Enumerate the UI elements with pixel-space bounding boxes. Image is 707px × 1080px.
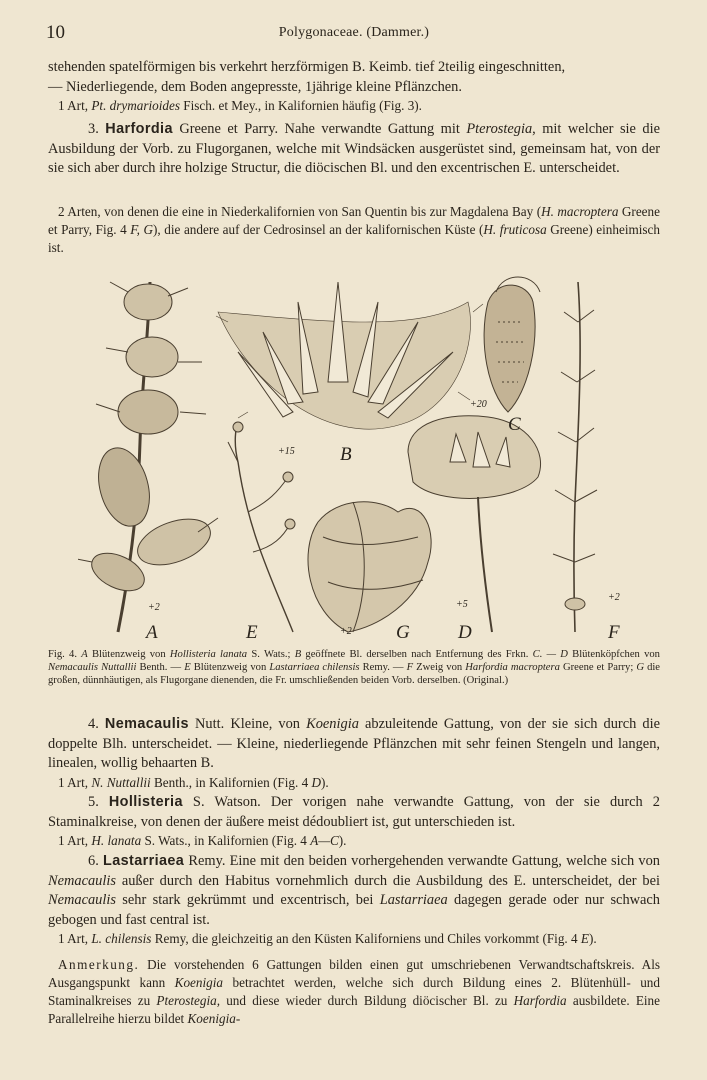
genus-name: Lastarriaea — [103, 853, 185, 869]
continuation-paragraph — [48, 58, 660, 115]
label-f: F — [608, 622, 620, 643]
species-note: 1 Art, N. Nuttallii Benth., in Kalifornien (Fig. 4 D). — [58, 774, 329, 790]
species-note: 1 Art, L. chilensis Remy, die gleichzeitig an den Küsten Kaliforniens und Chiles vorkommt (Fig. 4 E). — [58, 931, 597, 946]
figure-a-branch — [78, 282, 218, 632]
genus-nemacaulis: 4. Nemacaulis Nutt. Kleine, von Koenigia abzuleitende Gattung, von der sie sich durch die doppelte Blh. unterscheidet. — Kleine, niederliegende Pflänzchen mit sehr feinen Stengeln und langen, linealen, wollig behaarten B. 1 Art, N. Nuttallii Benth., in Kalifornien (Fig. 4 D). — [48, 716, 660, 790]
label-e: E — [246, 622, 258, 643]
magnification-a: +2 — [148, 602, 160, 613]
species-note-harfordia: 2 Arten, von denen die eine in Niederkalifornien von San Quentin bis zur Magdalena Bay (H. macroptera Greene et Parry, Fig. 4 F, G), die andere auf der Cedrosinsel an der kalifornischen Küste (H. fruticosa Greene) einheimisch ist. — [48, 204, 660, 255]
anmerkung-note: Anmerkung. Die vorstehenden 6 Gattungen bilden einen gut umschriebenen Verwandtschaftskreis. Als Ausgangspunkt kann Koenigia betrachtet werden, welche sich durch Bildung eines 2. Blütenhüll- und Staminalkreises zu Pterostegia, und diese wieder durch Bildung diöcischer Bl. zu Harfordia ausbildete. Eine Parallelreihe hierzu bildet Koenigia- — [48, 957, 660, 1026]
label-g: G — [396, 622, 410, 643]
page-header — [46, 22, 662, 44]
genus-name: Harfordia — [105, 121, 173, 137]
species-note: 1 Art, H. lanata S. Wats., in Kalifornien (Fig. 4 A—C). — [58, 833, 347, 848]
figure-f-stem — [553, 282, 597, 632]
figure-caption: Fig. 4. A Blütenzweig von Hollisteria lanata S. Wats.; B geöffnete Bl. derselben nach Entfernung des Frkn. C. — D Blütenköpfchen von Nemacaulis Nuttallii Benth. — E Blütenzweig von Lastarriaea chilensis Remy. — F Zweig von Harfordia macroptera Greene et Parry; G die großen, dünnhäutigen, als Flugorgane dienenden, die Fr. umschließenden beiden Vorb. derselben. (Original.) — [48, 649, 661, 686]
figure-c-seed — [484, 277, 540, 412]
genus-hollisteria: 5. Hollisteria S. Watson. Der vorigen nahe verwandte Gattung, von der sie durch 2 Staminalkreise, von denen der äußere meist dédoubliert ist, gut unterschieden ist. 1 Art, H. lanata S. Wats., in Kalifornien (Fig. 4 A—C). — [48, 794, 660, 848]
running-title: Polygonaceae. (Dammer.) — [278, 25, 430, 40]
genus-name: Nemacaulis — [104, 716, 189, 732]
label-d: D — [458, 622, 472, 643]
text-line: stehenden spatelförmigen bis verkehrt herzförmigen B. Keimb. tief 2teilig eingeschnitten, — [48, 59, 566, 75]
magnification-f: +2 — [608, 592, 620, 603]
magnification-d: +5 — [456, 599, 468, 610]
species-note: 1 Art, Pt. drymarioides Fisch. et Mey., in Kalifornien häufig (Fig. 3). — [58, 98, 422, 113]
genus-harfordia: 3. Harfordia Greene et Parry. Nahe verwandte Gattung mit Pterostegia, mit welcher sie die Ausbildung der Vorb. zu Flugorganen, welche mit Windsäcken ausgerüstet sind, gemeinsam hat, von der sie sich aber durch ihre holzige Structur, die diöcischen Bl. und den excentrischen E. unterscheidet. — [48, 121, 660, 176]
label-c: C — [508, 414, 521, 435]
label-b: B — [340, 444, 352, 465]
figure-b-flower — [216, 282, 483, 429]
text-line: — Niederliegende, dem Boden angepresste, 1jährige kleine Pflänzchen. — [48, 78, 462, 95]
page-number: 10 — [46, 22, 65, 43]
genus-lastarriaea: 6. Lastarriaea Remy. Eine mit den beiden vorhergehenden verwandte Gattung, welche sich von Nemacaulis außer durch den Habitus vornehmlich durch die Ausbildung des E. unterscheidet, der bei Nemacaulis sehr stark gekrümmt und excentrisch, bei Lastarriaea dagegen gerade oder nur schwach gebogen und fast central ist. 1 Art, L. chilensis Remy, die gleichzeitig an den Küsten Kaliforniens und Chiles vorkommt (Fig. 4 E). — [48, 853, 661, 946]
label-a: A — [146, 622, 158, 643]
magnification-g: +2 — [340, 626, 352, 637]
botanical-figure — [78, 262, 662, 646]
magnification-c: +20 — [470, 399, 487, 410]
magnification-b: +15 — [278, 446, 295, 457]
genus-name: Hollisteria — [108, 794, 183, 810]
figure-g-bracts — [308, 502, 431, 632]
